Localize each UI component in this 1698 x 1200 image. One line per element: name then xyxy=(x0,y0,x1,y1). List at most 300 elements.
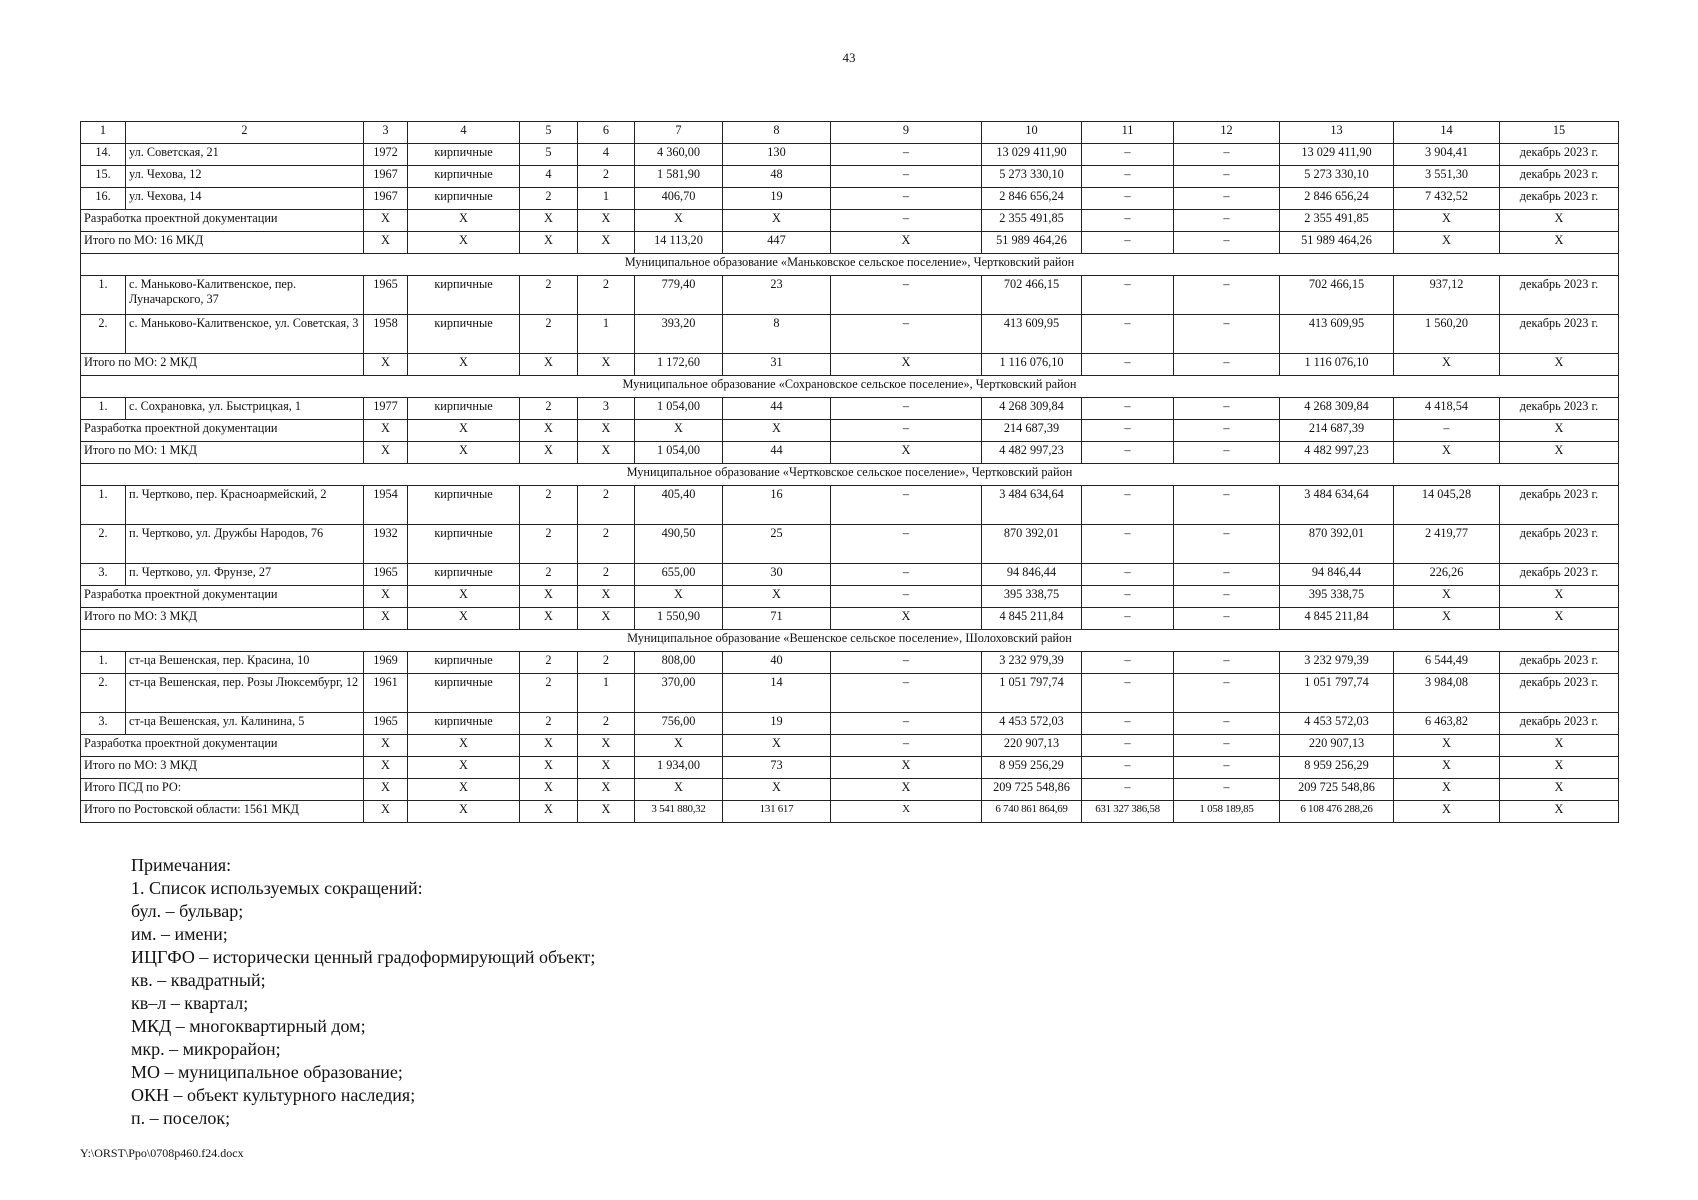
table-cell: 3 xyxy=(578,398,635,420)
table-cell: 870 392,01 xyxy=(982,525,1082,564)
table-cell: декабрь 2023 г. xyxy=(1500,525,1619,564)
table-cell: 4 xyxy=(578,144,635,166)
table-cell: 2 846 656,24 xyxy=(982,188,1082,210)
section-header-row xyxy=(81,376,1619,398)
column-number: 9 xyxy=(831,122,982,144)
table-cell: X xyxy=(723,586,831,608)
row-number-cell: 1. xyxy=(81,652,126,674)
table-cell: 31 xyxy=(723,354,831,376)
table-cell: 870 392,01 xyxy=(1280,525,1394,564)
table-cell: 214 687,39 xyxy=(1280,420,1394,442)
table-cell: – xyxy=(831,420,982,442)
table-cell: – xyxy=(1174,144,1280,166)
table-cell: X xyxy=(364,586,408,608)
column-number: 5 xyxy=(520,122,578,144)
column-number: 13 xyxy=(1280,122,1394,144)
table-cell: X xyxy=(520,735,578,757)
table-cell: – xyxy=(1082,315,1174,354)
summary-label: Разработка проектной документации xyxy=(81,210,364,232)
table-cell: X xyxy=(1500,210,1619,232)
abbreviation-item: мкр. – микрорайон; xyxy=(131,1039,281,1059)
table-cell: 6 740 861 864,69 xyxy=(982,801,1082,823)
row-number-cell: 1. xyxy=(81,276,126,315)
table-cell: 1 058 189,85 xyxy=(1174,801,1280,823)
table-cell: 1965 xyxy=(364,276,408,315)
table-cell: 1965 xyxy=(364,713,408,735)
address-cell: п. Чертково, ул. Фрунзе, 27 xyxy=(126,564,364,586)
table-cell: – xyxy=(1082,354,1174,376)
table-cell: – xyxy=(831,586,982,608)
table-cell: 4 845 211,84 xyxy=(982,608,1082,630)
column-number: 6 xyxy=(578,122,635,144)
row-number-cell: 2. xyxy=(81,315,126,354)
table-cell: X xyxy=(1500,735,1619,757)
table-cell: 6 463,82 xyxy=(1394,713,1500,735)
table-cell: 808,00 xyxy=(635,652,723,674)
row-number-cell: 1. xyxy=(81,486,126,525)
table-cell: 1932 xyxy=(364,525,408,564)
table-cell: – xyxy=(1082,166,1174,188)
table-cell: – xyxy=(1174,210,1280,232)
table-row xyxy=(81,486,1619,525)
table-cell: – xyxy=(1082,276,1174,315)
table-cell: 131 617 xyxy=(723,801,831,823)
table-cell: X xyxy=(520,442,578,464)
table-cell: – xyxy=(831,674,982,713)
address-cell: с. Сохрановка, ул. Быстрицкая, 1 xyxy=(126,398,364,420)
summary-row xyxy=(81,735,1619,757)
section-header-row xyxy=(81,464,1619,486)
table-cell: 8 xyxy=(723,315,831,354)
table-cell: 25 xyxy=(723,525,831,564)
summary-label: Итого по МО: 3 МКД xyxy=(81,757,364,779)
table-cell: декабрь 2023 г. xyxy=(1500,486,1619,525)
table-cell: X xyxy=(578,354,635,376)
table-cell: – xyxy=(831,144,982,166)
table-cell: 1 934,00 xyxy=(635,757,723,779)
municipality-heading: Муниципальное образование «Маньковское сельское поселение», Чертковский район xyxy=(81,254,1619,276)
row-number-cell: 16. xyxy=(81,188,126,210)
table-cell: 2 xyxy=(578,276,635,315)
summary-label: Разработка проектной документации xyxy=(81,735,364,757)
table-cell: 51 989 464,26 xyxy=(1280,232,1394,254)
table-cell: 3 541 880,32 xyxy=(635,801,723,823)
table-cell: 1 116 076,10 xyxy=(982,354,1082,376)
table-cell: – xyxy=(1082,525,1174,564)
table-cell: – xyxy=(1174,564,1280,586)
table-cell: X xyxy=(831,442,982,464)
table-cell: 655,00 xyxy=(635,564,723,586)
table-cell: X xyxy=(723,420,831,442)
table-cell: кирпичные xyxy=(408,398,520,420)
table-cell: – xyxy=(1394,420,1500,442)
table-cell: – xyxy=(831,166,982,188)
table-cell: 14 113,20 xyxy=(635,232,723,254)
table-cell: 6 108 476 288,26 xyxy=(1280,801,1394,823)
table-cell: декабрь 2023 г. xyxy=(1500,276,1619,315)
table-cell: X xyxy=(1394,735,1500,757)
table-cell: 4 453 572,03 xyxy=(982,713,1082,735)
table-cell: X xyxy=(578,232,635,254)
table-cell: X xyxy=(723,210,831,232)
table-cell: 4 845 211,84 xyxy=(1280,608,1394,630)
notes-title: Примечания: xyxy=(131,855,232,875)
table-cell: X xyxy=(520,801,578,823)
table-cell: X xyxy=(408,420,520,442)
table-cell: 2 xyxy=(520,564,578,586)
table-cell: – xyxy=(1174,525,1280,564)
abbreviation-item: МО – муниципальное образование; xyxy=(131,1062,403,1082)
table-cell: 16 xyxy=(723,486,831,525)
table-cell: 5 273 330,10 xyxy=(982,166,1082,188)
table-cell: X xyxy=(364,354,408,376)
table-cell: 2 419,77 xyxy=(1394,525,1500,564)
table-cell: – xyxy=(1082,713,1174,735)
table-cell: – xyxy=(1174,276,1280,315)
table-cell: кирпичные xyxy=(408,315,520,354)
row-number-cell: 1. xyxy=(81,398,126,420)
table-cell: X xyxy=(408,442,520,464)
table-cell: 30 xyxy=(723,564,831,586)
table-cell: – xyxy=(1082,608,1174,630)
table-cell: – xyxy=(1174,354,1280,376)
table-cell: 1977 xyxy=(364,398,408,420)
table-cell: 3 484 634,64 xyxy=(982,486,1082,525)
table-cell: кирпичные xyxy=(408,188,520,210)
table-cell: 937,12 xyxy=(1394,276,1500,315)
table-cell: – xyxy=(1082,779,1174,801)
table-cell: 2 xyxy=(520,276,578,315)
column-number: 7 xyxy=(635,122,723,144)
table-cell: – xyxy=(1082,757,1174,779)
table-cell: X xyxy=(1500,608,1619,630)
table-cell: 4 482 997,23 xyxy=(1280,442,1394,464)
address-cell: ст-ца Вешенская, пер. Красина, 10 xyxy=(126,652,364,674)
table-cell: X xyxy=(635,420,723,442)
row-number-cell: 14. xyxy=(81,144,126,166)
table-cell: – xyxy=(1174,713,1280,735)
table-cell: 1 054,00 xyxy=(635,398,723,420)
table-cell: 226,26 xyxy=(1394,564,1500,586)
table-cell: – xyxy=(831,735,982,757)
table-cell: 2 xyxy=(520,486,578,525)
table-cell: – xyxy=(1082,210,1174,232)
table-cell: X xyxy=(1500,442,1619,464)
table-cell: 71 xyxy=(723,608,831,630)
table-cell: – xyxy=(1082,188,1174,210)
municipality-heading: Муниципальное образование «Чертковское сельское поселение», Чертковский район xyxy=(81,464,1619,486)
column-number: 1 xyxy=(81,122,126,144)
summary-label: Разработка проектной документации xyxy=(81,420,364,442)
table-cell: 1961 xyxy=(364,674,408,713)
address-cell: ст-ца Вешенская, ул. Калинина, 5 xyxy=(126,713,364,735)
table-cell: декабрь 2023 г. xyxy=(1500,315,1619,354)
table-cell: 209 725 548,86 xyxy=(982,779,1082,801)
table-cell: X xyxy=(364,735,408,757)
abbreviation-item: п. – поселок; xyxy=(131,1108,231,1128)
table-cell: 393,20 xyxy=(635,315,723,354)
table-cell: X xyxy=(364,801,408,823)
address-cell: п. Чертково, пер. Красноармейский, 2 xyxy=(126,486,364,525)
table-cell: – xyxy=(1082,564,1174,586)
table-cell: X xyxy=(723,779,831,801)
table-cell: 2 355 491,85 xyxy=(1280,210,1394,232)
table-cell: 1954 xyxy=(364,486,408,525)
table-cell: – xyxy=(1174,674,1280,713)
table-cell: – xyxy=(831,652,982,674)
table-row xyxy=(81,188,1619,210)
table-cell: – xyxy=(831,315,982,354)
table-cell: X xyxy=(364,757,408,779)
table-row xyxy=(81,564,1619,586)
table-cell: X xyxy=(520,779,578,801)
table-cell: 2 xyxy=(520,315,578,354)
table-cell: – xyxy=(1174,652,1280,674)
table-cell: 13 029 411,90 xyxy=(982,144,1082,166)
table-cell: X xyxy=(578,757,635,779)
table-cell: X xyxy=(364,210,408,232)
table-row xyxy=(81,166,1619,188)
table-cell: X xyxy=(578,608,635,630)
summary-label: Итого по МО: 3 МКД xyxy=(81,608,364,630)
summary-label: Итого по МО: 2 МКД xyxy=(81,354,364,376)
column-number: 2 xyxy=(126,122,364,144)
table-cell: – xyxy=(1174,779,1280,801)
notes-section xyxy=(131,854,595,1130)
table-cell: 2 xyxy=(578,564,635,586)
summary-row xyxy=(81,608,1619,630)
table-cell: кирпичные xyxy=(408,652,520,674)
table-cell: – xyxy=(831,276,982,315)
row-number-cell: 15. xyxy=(81,166,126,188)
table-cell: 4 418,54 xyxy=(1394,398,1500,420)
housing-repair-table xyxy=(80,121,1619,823)
summary-row xyxy=(81,442,1619,464)
table-cell: X xyxy=(831,757,982,779)
table-cell: 1967 xyxy=(364,188,408,210)
table-cell: 2 xyxy=(578,166,635,188)
table-cell: 220 907,13 xyxy=(982,735,1082,757)
table-cell: – xyxy=(1082,442,1174,464)
table-cell: X xyxy=(408,232,520,254)
table-cell: – xyxy=(1174,486,1280,525)
table-cell: X xyxy=(578,442,635,464)
table-cell: декабрь 2023 г. xyxy=(1500,166,1619,188)
table-cell: X xyxy=(578,801,635,823)
table-cell: X xyxy=(520,586,578,608)
table-cell: 130 xyxy=(723,144,831,166)
table-cell: 3 484 634,64 xyxy=(1280,486,1394,525)
address-cell: ст-ца Вешенская, пер. Розы Люксембург, 12 xyxy=(126,674,364,713)
table-cell: – xyxy=(1174,586,1280,608)
table-cell: 1 550,90 xyxy=(635,608,723,630)
table-cell: X xyxy=(635,735,723,757)
table-cell: 5 xyxy=(520,144,578,166)
table-cell: 23 xyxy=(723,276,831,315)
abbreviation-item: МКД – многоквартирный дом; xyxy=(131,1016,366,1036)
address-cell: с. Маньково-Калитвенское, ул. Советская, 3 xyxy=(126,315,364,354)
table-cell: – xyxy=(1082,735,1174,757)
table-cell: X xyxy=(1500,757,1619,779)
table-cell: X xyxy=(408,779,520,801)
row-number-cell: 3. xyxy=(81,564,126,586)
abbreviation-item: бул. – бульвар; xyxy=(131,901,244,921)
table-cell: X xyxy=(364,420,408,442)
table-cell: 447 xyxy=(723,232,831,254)
section-header-row xyxy=(81,254,1619,276)
table-cell: 413 609,95 xyxy=(982,315,1082,354)
table-cell: X xyxy=(408,757,520,779)
table-row xyxy=(81,315,1619,354)
municipality-heading: Муниципальное образование «Сохрановское сельское поселение», Чертковский район xyxy=(81,376,1619,398)
column-number: 4 xyxy=(408,122,520,144)
table-cell: 2 xyxy=(578,652,635,674)
table-cell: 8 959 256,29 xyxy=(1280,757,1394,779)
row-number-cell: 2. xyxy=(81,674,126,713)
table-cell: 631 327 386,58 xyxy=(1082,801,1174,823)
table-cell: 2 xyxy=(578,525,635,564)
table-cell: X xyxy=(1394,354,1500,376)
summary-row xyxy=(81,420,1619,442)
table-cell: 14 xyxy=(723,674,831,713)
table-cell: X xyxy=(408,586,520,608)
table-cell: – xyxy=(1082,420,1174,442)
table-cell: X xyxy=(1394,779,1500,801)
table-cell: – xyxy=(1174,315,1280,354)
abbreviation-item: ИЦГФО – исторически ценный градоформирующий объект; xyxy=(131,947,596,967)
table-cell: – xyxy=(831,188,982,210)
row-number-cell: 3. xyxy=(81,713,126,735)
table-cell: X xyxy=(831,232,982,254)
table-cell: кирпичные xyxy=(408,144,520,166)
table-cell: X xyxy=(408,801,520,823)
table-cell: 370,00 xyxy=(635,674,723,713)
table-cell: 405,40 xyxy=(635,486,723,525)
table-cell: X xyxy=(1394,608,1500,630)
table-cell: – xyxy=(1174,232,1280,254)
table-cell: X xyxy=(364,232,408,254)
table-cell: 3 904,41 xyxy=(1394,144,1500,166)
table-cell: 2 xyxy=(520,652,578,674)
table-cell: X xyxy=(635,779,723,801)
table-cell: 209 725 548,86 xyxy=(1280,779,1394,801)
table-cell: X xyxy=(408,354,520,376)
table-cell: 6 544,49 xyxy=(1394,652,1500,674)
table-cell: кирпичные xyxy=(408,713,520,735)
table-cell: X xyxy=(408,608,520,630)
column-number: 3 xyxy=(364,122,408,144)
table-cell: декабрь 2023 г. xyxy=(1500,564,1619,586)
table-cell: кирпичные xyxy=(408,486,520,525)
table-cell: кирпичные xyxy=(408,674,520,713)
table-cell: 702 466,15 xyxy=(982,276,1082,315)
table-cell: X xyxy=(578,210,635,232)
table-cell: 14 045,28 xyxy=(1394,486,1500,525)
table-cell: 1 xyxy=(578,315,635,354)
table-cell: 395 338,75 xyxy=(1280,586,1394,608)
address-cell: ул. Чехова, 12 xyxy=(126,166,364,188)
table-cell: 2 xyxy=(520,525,578,564)
summary-row xyxy=(81,210,1619,232)
table-cell: X xyxy=(1394,757,1500,779)
table-cell: X xyxy=(520,232,578,254)
abbreviation-item: им. – имени; xyxy=(131,924,228,944)
table-cell: X xyxy=(1394,232,1500,254)
column-number: 15 xyxy=(1500,122,1619,144)
table-cell: X xyxy=(723,735,831,757)
table-cell: кирпичные xyxy=(408,166,520,188)
table-cell: – xyxy=(831,525,982,564)
table-row xyxy=(81,398,1619,420)
table-cell: 19 xyxy=(723,188,831,210)
table-row xyxy=(81,652,1619,674)
table-cell: 4 xyxy=(520,166,578,188)
summary-label: Итого по МО: 1 МКД xyxy=(81,442,364,464)
address-cell: п. Чертково, ул. Дружбы Народов, 76 xyxy=(126,525,364,564)
summary-label: Итого по Ростовской области: 1561 МКД xyxy=(81,801,364,823)
table-cell: 4 268 309,84 xyxy=(1280,398,1394,420)
table-cell: 413 609,95 xyxy=(1280,315,1394,354)
table-cell: X xyxy=(635,586,723,608)
table-header-row xyxy=(81,122,1619,144)
table-cell: 48 xyxy=(723,166,831,188)
table-cell: 1 560,20 xyxy=(1394,315,1500,354)
table-cell: X xyxy=(1500,779,1619,801)
table-cell: 1 051 797,74 xyxy=(982,674,1082,713)
abbreviation-item: кв–л – квартал; xyxy=(131,993,249,1013)
table-cell: X xyxy=(1500,354,1619,376)
table-cell: 8 959 256,29 xyxy=(982,757,1082,779)
table-cell: – xyxy=(1174,166,1280,188)
table-cell: X xyxy=(578,586,635,608)
table-cell: декабрь 2023 г. xyxy=(1500,652,1619,674)
table-cell: – xyxy=(1174,420,1280,442)
table-cell: – xyxy=(831,398,982,420)
summary-row xyxy=(81,757,1619,779)
table-cell: 51 989 464,26 xyxy=(982,232,1082,254)
table-cell: – xyxy=(1082,486,1174,525)
column-number: 14 xyxy=(1394,122,1500,144)
table-cell: X xyxy=(364,442,408,464)
table-cell: 490,50 xyxy=(635,525,723,564)
table-cell: 44 xyxy=(723,442,831,464)
table-cell: 4 268 309,84 xyxy=(982,398,1082,420)
table-cell: 395 338,75 xyxy=(982,586,1082,608)
table-cell: кирпичные xyxy=(408,276,520,315)
table-cell: 2 xyxy=(578,486,635,525)
table-cell: 3 232 979,39 xyxy=(1280,652,1394,674)
summary-row xyxy=(81,354,1619,376)
table-cell: – xyxy=(1082,674,1174,713)
table-cell: X xyxy=(520,757,578,779)
table-cell: 1958 xyxy=(364,315,408,354)
table-cell: 94 846,44 xyxy=(1280,564,1394,586)
table-cell: 1 054,00 xyxy=(635,442,723,464)
table-cell: X xyxy=(831,608,982,630)
table-cell: X xyxy=(364,779,408,801)
table-cell: X xyxy=(520,608,578,630)
table-row xyxy=(81,713,1619,735)
table-cell: X xyxy=(1500,586,1619,608)
table-cell: 2 xyxy=(520,674,578,713)
abbreviation-item: кв. – квадратный; xyxy=(131,970,266,990)
table-cell: 4 482 997,23 xyxy=(982,442,1082,464)
table-cell: 2 xyxy=(520,713,578,735)
table-cell: 13 029 411,90 xyxy=(1280,144,1394,166)
table-cell: 4 360,00 xyxy=(635,144,723,166)
table-cell: X xyxy=(831,801,982,823)
table-cell: 2 xyxy=(520,398,578,420)
